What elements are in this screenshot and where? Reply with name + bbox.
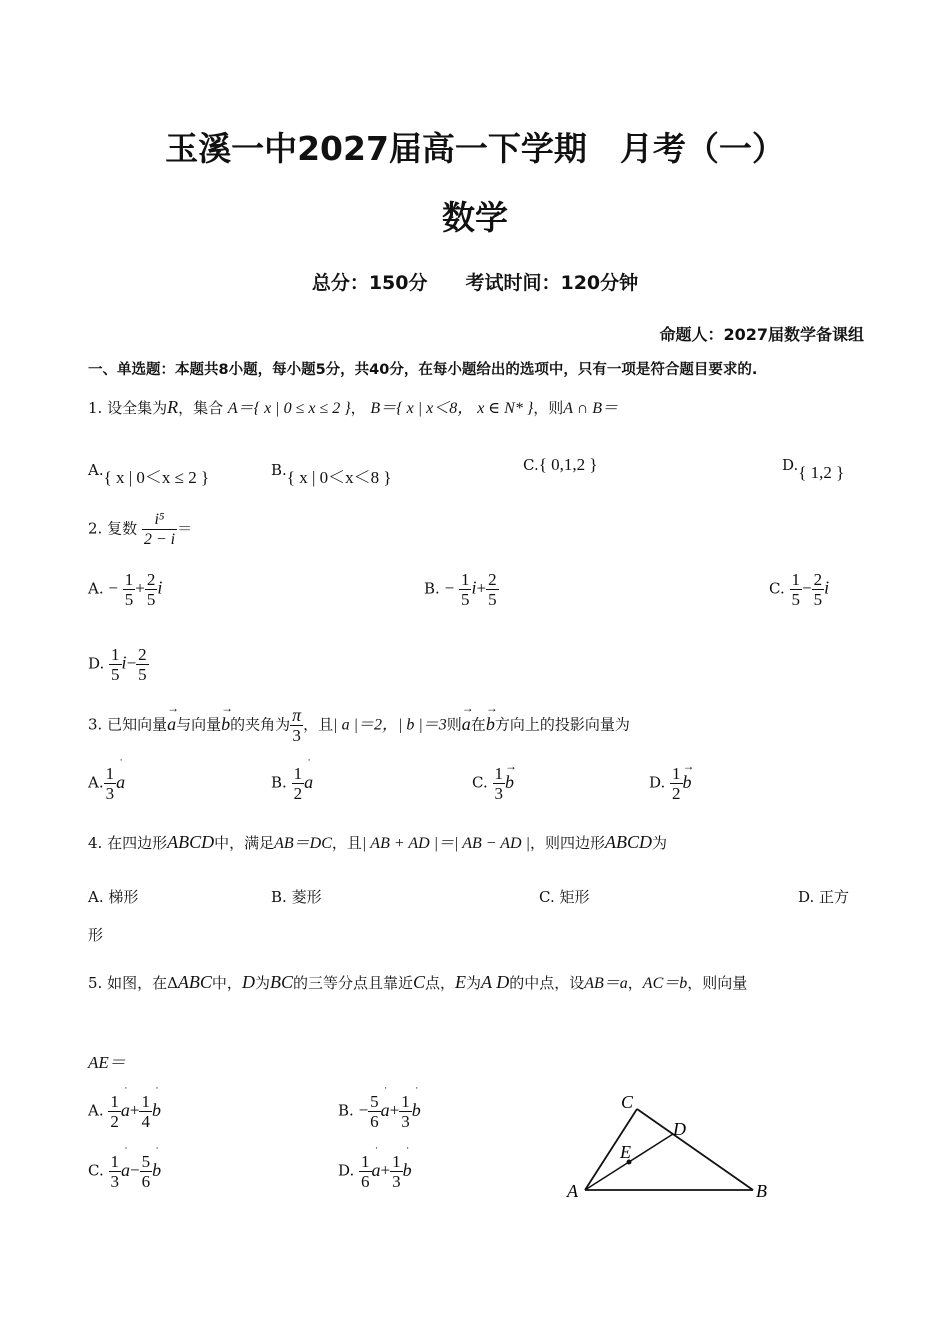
label-c: C	[621, 1092, 634, 1112]
question-1: 1. 设全集为R，集合 A＝{ x | 0 ≤ x ≤ 2 }， B＝{ x | x＜8， x ∈ N* }，则A ∩ B＝	[88, 397, 619, 417]
q4-option-d[interactable]: D. 正方	[798, 888, 850, 906]
score-info: 总分：150分 考试时间：120分钟	[311, 272, 639, 294]
q5-option-d[interactable]: D. $\frac{1}{6}$ ˙ a+ $\frac{1}{3}$ ˙ b	[338, 1152, 412, 1191]
page-title: 玉溪一中2027届高一下学期 月考（一）	[165, 129, 785, 168]
q2-option-c[interactable]: C. $\frac{1}{5}$ − $\frac{2}{5}$ i	[769, 570, 830, 609]
q1-option-d[interactable]: D.{ 1,2 }	[782, 456, 845, 482]
side-cb	[637, 1109, 753, 1190]
label-d: D	[673, 1119, 686, 1139]
q4-option-c[interactable]: C. 矩形	[539, 888, 590, 906]
question-3: 3. 已知向量→ a与向量→ b的夹角为 $\frac{\pi}{3}$ ，且| a |＝2，| b |＝3则→ a在→ b方向上的投影向量为	[88, 706, 630, 745]
subject-title: 数学	[442, 198, 508, 237]
q5-option-b[interactable]: B. − $\frac{5}{6}$ ˙ a+ $\frac{1}{3}$ ˙ b	[338, 1092, 421, 1131]
q5-ae-expression: AE＝	[88, 1053, 126, 1072]
q2-option-b[interactable]: B. − $\frac{1}{5}$ i+ $\frac{2}{5}$	[424, 570, 497, 609]
q5-option-a[interactable]: A. $\frac{1}{2}$ ˙ a+ $\frac{1}{4}$ ˙ b	[88, 1092, 161, 1131]
q1-option-a[interactable]: A.{ x | 0＜x ≤ 2 }	[88, 461, 210, 487]
triangle-figure	[555, 1085, 785, 1210]
q4-option-b[interactable]: B. 菱形	[271, 888, 322, 906]
q3-option-d[interactable]: D. $\frac{1}{2}$ → b	[649, 764, 692, 803]
label-b: B	[756, 1181, 767, 1201]
q2-option-d[interactable]: D. $\frac{1}{5}$ i− $\frac{2}{5}$	[88, 645, 147, 684]
question-5: 5. 如图，在ΔABC中，D为BC的三等分点且靠近C点，E为A D的中点，设AB＝a，AC＝b，则向量	[88, 972, 748, 992]
q5-option-c[interactable]: C. $\frac{1}{3}$ ˙ a− $\frac{5}{6}$ ˙ b	[88, 1152, 161, 1191]
author-line: 命题人：2027届数学备课组	[659, 325, 864, 344]
question-2: 2. 复数 $\frac{\text{i⁵}}{2 - i}$ ＝	[88, 511, 193, 548]
q3-option-b[interactable]: B. $\frac{1}{2}$ ˙ a	[271, 764, 313, 803]
label-a: A	[567, 1181, 578, 1201]
q1-option-c[interactable]: C.{ 0,1,2 }	[523, 455, 598, 474]
q4-option-a[interactable]: A. 梯形	[88, 888, 139, 906]
q4-option-d-wrap: 形	[88, 926, 104, 944]
q3-option-c[interactable]: C. $\frac{1}{3}$ → b	[472, 764, 514, 803]
question-4: 4. 在四边形ABCD中，满足AB＝DC，且| AB + AD |＝| AB − AD |，则四边形ABCD为	[88, 832, 668, 852]
section-heading: 一、单选题：本题共8小题，每小题5分，共40分，在每小题给出的选项中，只有一项是符合题目要求的.	[88, 362, 758, 378]
label-e: E	[620, 1142, 631, 1162]
q1-option-b[interactable]: B.{ x | 0＜x＜8 }	[271, 461, 392, 487]
q2-option-a[interactable]: A. − $\frac{1}{5}$ + $\frac{2}{5}$ i	[88, 570, 163, 609]
q3-option-a[interactable]: A. $\frac{1}{3}$ ˙ a	[88, 764, 125, 803]
